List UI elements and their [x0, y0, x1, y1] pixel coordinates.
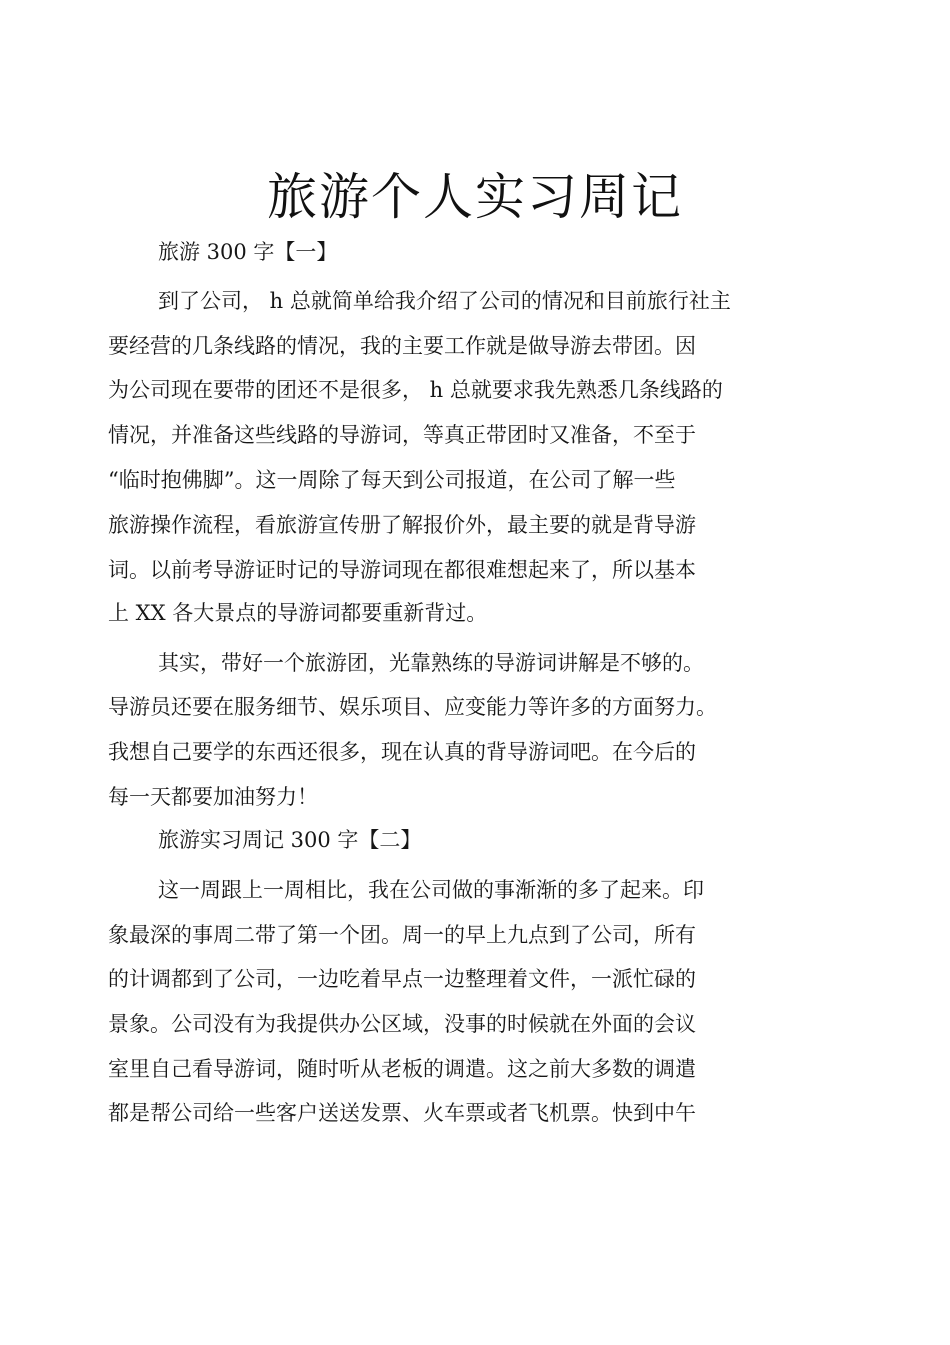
text-line: 室里自己看导游词，随时听从老板的调遣。这之前大多数的调遣: [108, 1057, 696, 1081]
text-line: 到了公司， h 总就简单给我介绍了公司的情况和目前旅行社主: [158, 289, 731, 313]
text-line: 词。以前考导游证时记的导游词现在都很难想起来了，所以基本: [108, 558, 696, 582]
text-line: 都是帮公司给一些客户送送发票、火车票或者飞机票。快到中午: [108, 1101, 696, 1125]
text-line: 旅游操作流程，看旅游宣传册了解报价外，最主要的就是背导游: [108, 513, 696, 537]
text-line: 上 XX 各大景点的导游词都要重新背过。: [108, 601, 488, 625]
text-line: 象最深的事周二带了第一个团。周一的早上九点到了公司，所有: [108, 923, 696, 947]
text-line: 要经营的几条线路的情况，我的主要工作就是做导游去带团。因: [108, 334, 696, 358]
section-heading-2: 旅游实习周记 300 字【二】: [158, 828, 422, 852]
text-line: 的计调都到了公司，一边吃着早点一边整理着文件，一派忙碌的: [108, 967, 696, 991]
text-line: 每一天都要加油努力！: [108, 785, 318, 809]
text-line: 我想自己要学的东西还很多，现在认真的背导游词吧。在今后的: [108, 740, 696, 764]
text-line: 导游员还要在服务细节、娱乐项目、应变能力等许多的方面努力。: [108, 695, 717, 719]
section-heading-1: 旅游 300 字【一】: [158, 240, 338, 264]
text-line: “临时抱佛脚”。这一周除了每天到公司报道，在公司了解一些: [108, 468, 676, 492]
text-line: 其实，带好一个旅游团，光靠熟练的导游词讲解是不够的。: [158, 651, 704, 675]
text-line: 这一周跟上一周相比，我在公司做的事渐渐的多了起来。印: [158, 878, 704, 902]
text-line: 景象。公司没有为我提供办公区域，没事的时候就在外面的会议: [108, 1012, 696, 1036]
text-line: 情况，并准备这些线路的导游词，等真正带团时又准备，不至于: [108, 423, 696, 447]
document-title: 旅游个人实习周记: [267, 167, 683, 226]
text-line: 为公司现在要带的团还不是很多， h 总就要求我先熟悉几条线路的: [108, 378, 723, 402]
